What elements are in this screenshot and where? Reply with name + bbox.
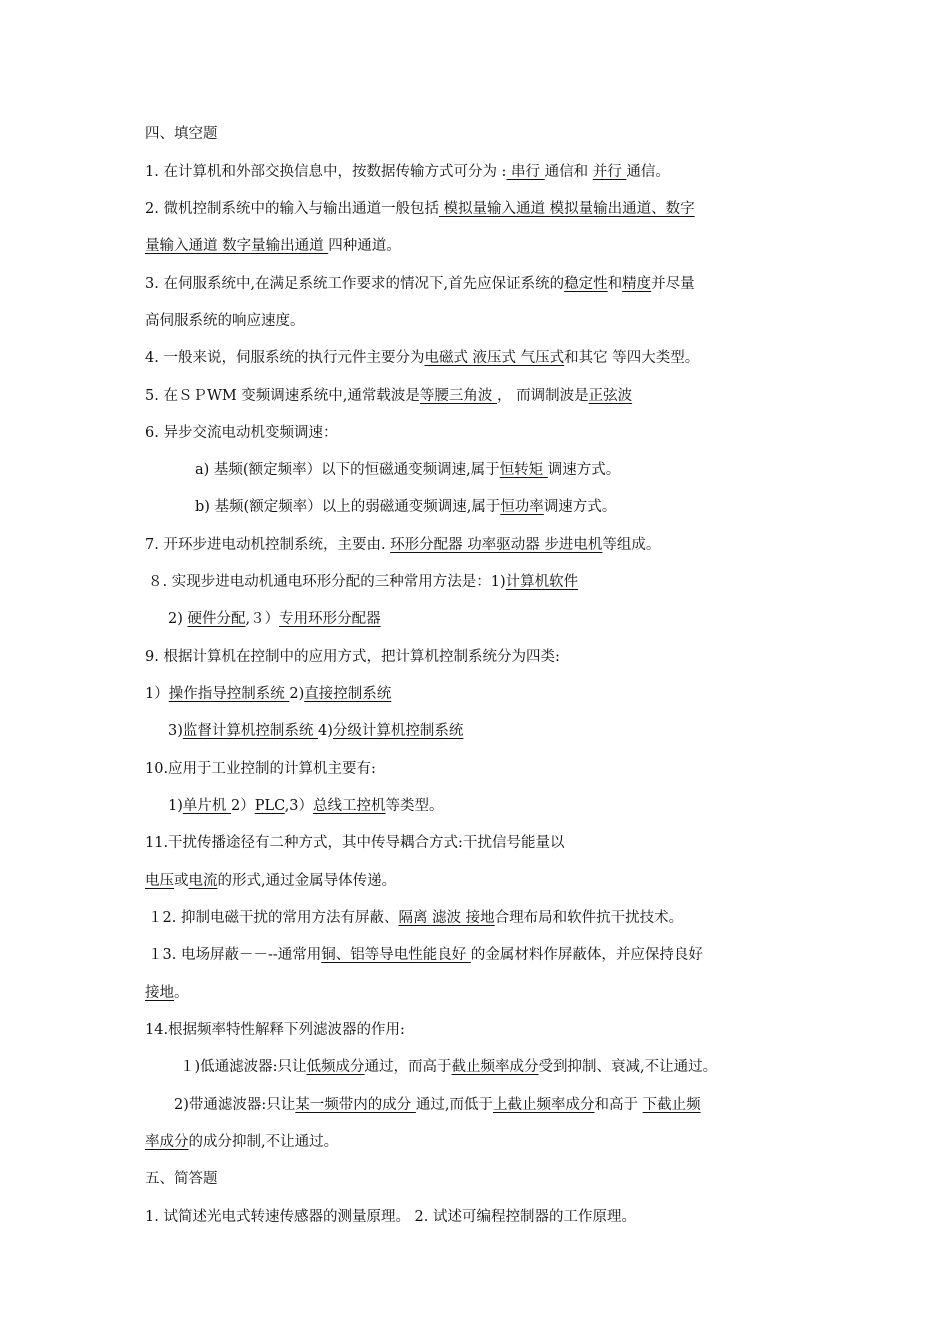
answer-blank: 电磁式 液压式 气压式 (424, 350, 565, 366)
question-8-continued (168, 609, 381, 629)
section-heading-short-answer (145, 1169, 218, 1189)
question-6b (195, 497, 616, 517)
question-14-bandpass (174, 1095, 701, 1115)
answer-blank: 铜、铝等导电性能良好 (321, 947, 471, 963)
question-14-lowpass (180, 1057, 717, 1077)
question-5 (145, 386, 632, 406)
text: 或 (174, 873, 189, 889)
answer-blank: 等腰三角波 (419, 388, 498, 404)
text: 等类型。 (385, 798, 444, 814)
text: 和 (607, 276, 623, 292)
answer-blank: 硬件分配 (187, 611, 246, 627)
question-8 (148, 572, 578, 592)
text: １)低通滤波器:只让 (180, 1059, 307, 1075)
answer-blank: 串行 (506, 164, 545, 180)
answer-blank: 隔离 滤波 接地 (398, 910, 495, 926)
answer-blank: 操作指导控制系统 (168, 686, 290, 702)
answer-blank: 量输入通道 数字量输出通道 (145, 238, 329, 254)
text: 1. 在计算机和外部交换信息中，按数据传输方式可分为 : (145, 164, 507, 180)
question-11 (145, 833, 564, 853)
answer-blank: 电流 (188, 873, 218, 889)
text: ８. 实现步进电动机通电环形分配的三种常用方法是：1) (148, 574, 506, 590)
question-7 (145, 535, 660, 555)
answer-blank: 低频成分 (306, 1059, 365, 1075)
question-3 (145, 274, 695, 294)
text: 14.根据频率特性解释下列滤波器的作用: (145, 1022, 405, 1038)
question-14-bandpass-continued (145, 1132, 338, 1152)
text: 通信。 (626, 164, 670, 180)
answer-blank: 正弦波 (588, 388, 633, 404)
question-1 (145, 162, 670, 182)
question-6a (195, 460, 620, 480)
text: ,３） (245, 611, 280, 627)
question-4 (145, 348, 699, 368)
text: １2. 抑制电磁干扰的常用方法有屏蔽、 (148, 910, 399, 926)
text: 四种通道。 (328, 238, 401, 254)
question-13 (148, 945, 703, 965)
answer-blank: PLC (254, 798, 285, 814)
question-9 (145, 647, 560, 667)
answer-blank: 某一频带内的成分 (295, 1097, 416, 1113)
text: ,3） (284, 798, 314, 814)
answer-blank: 监督计算机控制系统 (182, 723, 318, 739)
question-12 (148, 908, 683, 928)
text: 9. 根据计算机在控制中的应用方式，把计算机控制系统分为四类: (145, 649, 560, 665)
question-3-continued (145, 311, 305, 331)
text: 的形式,通过金属导体传递。 (217, 873, 397, 889)
text: 1) (168, 798, 183, 814)
answer-blank: 下截止频 (642, 1097, 701, 1113)
question-6 (145, 423, 337, 443)
text: 1） (145, 686, 169, 702)
text: 通过,而低于 (415, 1097, 493, 1113)
answer-blank: 接地 (145, 985, 174, 1001)
question-9-items-1-2 (145, 684, 391, 704)
text: 11.干扰传播途径有二种方式，其中传导耦合方式:干扰信号能量以 (145, 835, 565, 851)
answer-blank: 单片机 (182, 798, 231, 814)
question-11-continued (145, 871, 396, 891)
text: 2) (289, 686, 305, 702)
text: 并尽量 (651, 276, 695, 292)
answer-blank: 精度 (622, 276, 652, 292)
text: 和其它 等四大类型。 (564, 350, 700, 366)
answer-blank: 上截止频率成分 (493, 1097, 595, 1113)
answer-blank: 恒功率 (500, 499, 544, 515)
answer-blank: 截止频率成分 (451, 1059, 539, 1075)
question-2-continued (145, 236, 401, 256)
heading-text: 四、填空题 (145, 126, 218, 142)
text: 3. 在伺服系统中,在满足系统工作要求的情况下,首先应保证系统的 (145, 276, 565, 292)
text: 通信和 (544, 164, 593, 180)
answer-blank: 电压 (145, 873, 174, 889)
text: 6. 异步交流电动机变频调速： (145, 425, 338, 441)
answer-blank: 并行 (592, 164, 627, 180)
answer-blank: 计算机软件 (505, 574, 579, 590)
answer-blank: 专用环形分配器 (279, 611, 381, 627)
text: 5. 在ＳＰWM 变频调速系统中,通常载波是 (145, 388, 420, 404)
text: 2) (168, 611, 188, 627)
answer-blank: 总线工控机 (313, 798, 386, 814)
text: 高伺服系统的响应速度。 (145, 313, 305, 329)
heading-text: 五、简答题 (145, 1171, 218, 1187)
text: b) 基频(额定频率）以上的弱磁通变频调速,属于 (195, 499, 501, 515)
text: ， 而调制波是 (497, 388, 589, 404)
answer-blank: 恒转矩 (499, 462, 548, 478)
answer-blank: 稳定性 (564, 276, 608, 292)
text: 。 (174, 985, 189, 1001)
text: 3) (168, 723, 183, 739)
answer-blank: 直接控制系统 (304, 686, 392, 702)
answer-blank: 环形分配器 功率驱动器 步进电机 (390, 537, 603, 553)
text: a) 基频(额定频率）以下的恒磁通变频调速,属于 (195, 462, 500, 478)
question-9-items-3-4 (168, 721, 463, 741)
text: 通过，而高于 (364, 1059, 452, 1075)
question-10-items (168, 796, 444, 816)
section-heading-fill-blank (145, 124, 218, 144)
text: 10.应用于工业控制的计算机主要有: (145, 761, 376, 777)
question-13-continued (145, 983, 189, 1003)
question-10 (145, 759, 376, 779)
answer-blank: 率成分 (145, 1134, 189, 1150)
text: 受到抑制、衰减,不让通过。 (538, 1059, 718, 1075)
text: 2. 微机控制系统中的输入与输出通道一般包括 (145, 201, 439, 217)
text: 2） (231, 798, 255, 814)
text: 和高于 (594, 1097, 643, 1113)
text: 4. 一般来说，伺服系统的执行元件主要分为 (145, 350, 425, 366)
text: 等组成。 (602, 537, 661, 553)
text: 调速方式。 (543, 499, 617, 515)
text: 2)带通滤波器:只让 (174, 1097, 296, 1113)
question-2 (145, 199, 695, 219)
text: 合理布局和软件抗干扰技术。 (494, 910, 684, 926)
text: 4) (318, 723, 333, 739)
text: １3. 电场屏蔽－－--通常用 (148, 947, 322, 963)
text: 调速方式。 (547, 462, 621, 478)
answer-blank: 分级计算机控制系统 (332, 723, 464, 739)
question-14 (145, 1020, 405, 1040)
text: 的成分抑制,不让通过。 (188, 1134, 339, 1150)
short-answer-questions (145, 1207, 636, 1227)
text: 7. 开环步进电动机控制系统，主要由. (145, 537, 391, 553)
text: 的金属材料作屏蔽体，并应保持良好 (470, 947, 703, 963)
answer-blank: 模拟量输入通道 模拟量输出通道、数字 (438, 201, 695, 217)
text: 1. 试简述光电式转速传感器的测量原理。 2. 试述可编程控制器的工作原理。 (145, 1209, 636, 1225)
